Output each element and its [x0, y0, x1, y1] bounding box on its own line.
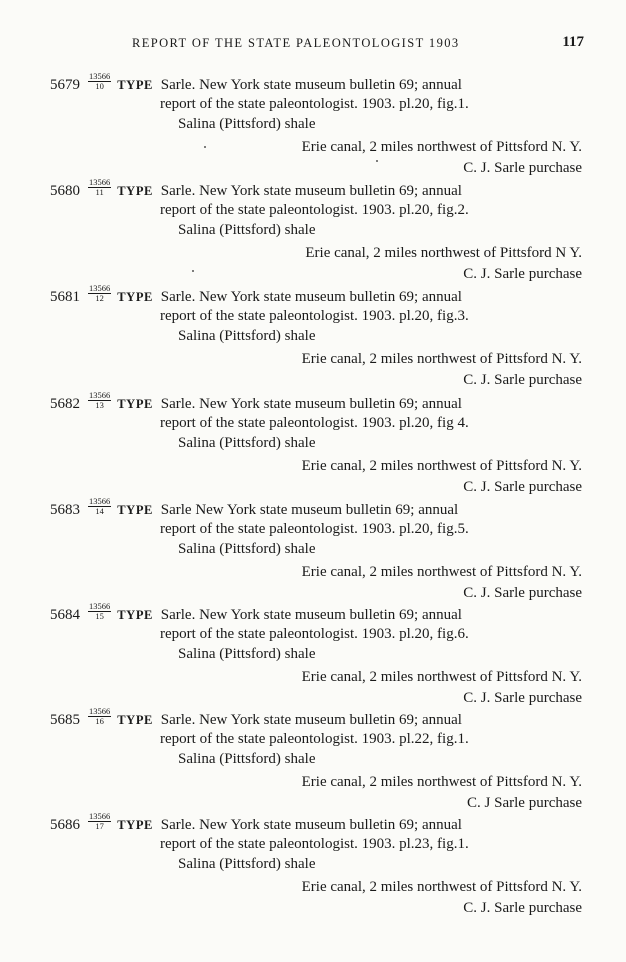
catalog-number: 5684 — [50, 606, 80, 623]
acquisition: C. J. Sarle purchase — [463, 585, 582, 601]
catalog-number: 5683 — [50, 501, 80, 518]
type-label: TYPE — [117, 817, 153, 832]
scan-speck — [204, 146, 206, 148]
catalog-entry — [0, 283, 626, 394]
scan-speck — [376, 160, 378, 162]
type-label: TYPE — [117, 712, 153, 727]
formation: Salina (Pittsford) shale — [178, 646, 316, 662]
locality: Erie canal, 2 miles northwest of Pittsford N Y. — [305, 245, 582, 261]
citation-line-2: report of the state paleontologist. 1903. pl.20, fig.5. — [160, 521, 469, 537]
type-label: TYPE — [117, 502, 153, 517]
page-number: 117 — [562, 34, 584, 50]
catalog-number: 5681 — [50, 288, 80, 305]
type-label: TYPE — [117, 183, 153, 198]
acquisition: C. J Sarle purchase — [467, 795, 582, 811]
citation-line-1: Sarle New York state museum bulletin 69; annual — [160, 501, 459, 518]
entry-first-line — [50, 601, 462, 625]
fraction: $\frac{13566}{17}$ — [89, 811, 111, 831]
catalog-entry — [0, 496, 626, 607]
citation-line-2: report of the state paleontologist. 1903. pl.20, fig.3. — [160, 308, 469, 324]
formation: Salina (Pittsford) shale — [178, 541, 316, 557]
locality: Erie canal, 2 miles northwest of Pittsford N. Y. — [301, 564, 582, 580]
citation-line-1: Sarle. New York state museum bulletin 69; annual — [160, 816, 462, 833]
citation-line-2: report of the state paleontologist. 1903. pl.23, fig.1. — [160, 836, 469, 852]
type-label: TYPE — [117, 77, 153, 92]
catalog-number: 5682 — [50, 395, 80, 412]
entry-first-line — [50, 283, 462, 307]
citation-line-2: report of the state paleontologist. 1903. pl.20, fig.2. — [160, 202, 469, 218]
catalog-entry — [0, 177, 626, 288]
locality: Erie canal, 2 miles northwest of Pittsford N. Y. — [301, 458, 582, 474]
locality: Erie canal, 2 miles northwest of Pittsford N. Y. — [301, 879, 582, 895]
citation-line-1: Sarle. New York state museum bulletin 69; annual — [160, 288, 462, 305]
citation-line-2: report of the state paleontologist. 1903. pl.20, fig.6. — [160, 626, 469, 642]
running-head — [132, 36, 602, 56]
acquisition: C. J. Sarle purchase — [463, 479, 582, 495]
formation: Salina (Pittsford) shale — [178, 751, 316, 767]
citation-line-2: report of the state paleontologist. 1903. pl.22, fig.1. — [160, 731, 469, 747]
formation: Salina (Pittsford) shale — [178, 328, 316, 344]
acquisition: C. J. Sarle purchase — [463, 372, 582, 388]
type-label: TYPE — [117, 607, 153, 622]
catalog-number: 5686 — [50, 816, 80, 833]
catalog-number: 5685 — [50, 711, 80, 728]
page-title: REPORT OF THE STATE PALEONTOLOGIST 1903 — [132, 36, 460, 50]
acquisition: C. J. Sarle purchase — [463, 160, 582, 176]
type-label: TYPE — [117, 396, 153, 411]
citation-line-1: Sarle. New York state museum bulletin 69; annual — [160, 606, 462, 623]
citation-line-2: report of the state paleontologist. 1903. pl.20, fig 4. — [160, 415, 469, 431]
acquisition: C. J. Sarle purchase — [463, 266, 582, 282]
catalog-entry — [0, 390, 626, 501]
catalog-number: 5679 — [50, 76, 80, 93]
fraction: $\frac{13566}{11}$ — [89, 177, 111, 197]
catalog-entry — [0, 71, 626, 182]
entry-first-line — [50, 706, 462, 730]
entry-first-line — [50, 496, 459, 520]
locality: Erie canal, 2 miles northwest of Pittsford N. Y. — [301, 139, 582, 155]
type-label: TYPE — [117, 289, 153, 304]
citation-line-2: report of the state paleontologist. 1903. pl.20, fig.1. — [160, 96, 469, 112]
entry-first-line — [50, 177, 462, 201]
acquisition: C. J. Sarle purchase — [463, 900, 582, 916]
catalog-entry — [0, 706, 626, 817]
locality: Erie canal, 2 miles northwest of Pittsford N. Y. — [301, 774, 582, 790]
acquisition: C. J. Sarle purchase — [463, 690, 582, 706]
formation: Salina (Pittsford) shale — [178, 856, 316, 872]
entry-first-line — [50, 71, 462, 95]
catalog-number: 5680 — [50, 182, 80, 199]
catalog-entry — [0, 811, 626, 922]
formation: Salina (Pittsford) shale — [178, 116, 316, 132]
fraction: $\frac{13566}{10}$ — [89, 71, 111, 91]
scan-speck — [192, 270, 194, 272]
fraction: $\frac{13566}{16}$ — [89, 706, 111, 726]
fraction: $\frac{13566}{14}$ — [89, 496, 111, 516]
citation-line-1: Sarle. New York state museum bulletin 69; annual — [160, 182, 462, 199]
fraction: $\frac{13566}{13}$ — [89, 390, 111, 410]
catalog-entry — [0, 601, 626, 712]
formation: Salina (Pittsford) shale — [178, 222, 316, 238]
locality: Erie canal, 2 miles northwest of Pittsford N. Y. — [301, 669, 582, 685]
citation-line-1: Sarle. New York state museum bulletin 69; annual — [160, 711, 462, 728]
locality: Erie canal, 2 miles northwest of Pittsford N. Y. — [301, 351, 582, 367]
fraction: $\frac{13566}{12}$ — [89, 283, 111, 303]
entry-first-line — [50, 390, 462, 414]
fraction: $\frac{13566}{15}$ — [89, 601, 111, 621]
citation-line-1: Sarle. New York state museum bulletin 69; annual — [160, 76, 462, 93]
citation-line-1: Sarle. New York state museum bulletin 69; annual — [160, 395, 462, 412]
entry-first-line — [50, 811, 462, 835]
formation: Salina (Pittsford) shale — [178, 435, 316, 451]
